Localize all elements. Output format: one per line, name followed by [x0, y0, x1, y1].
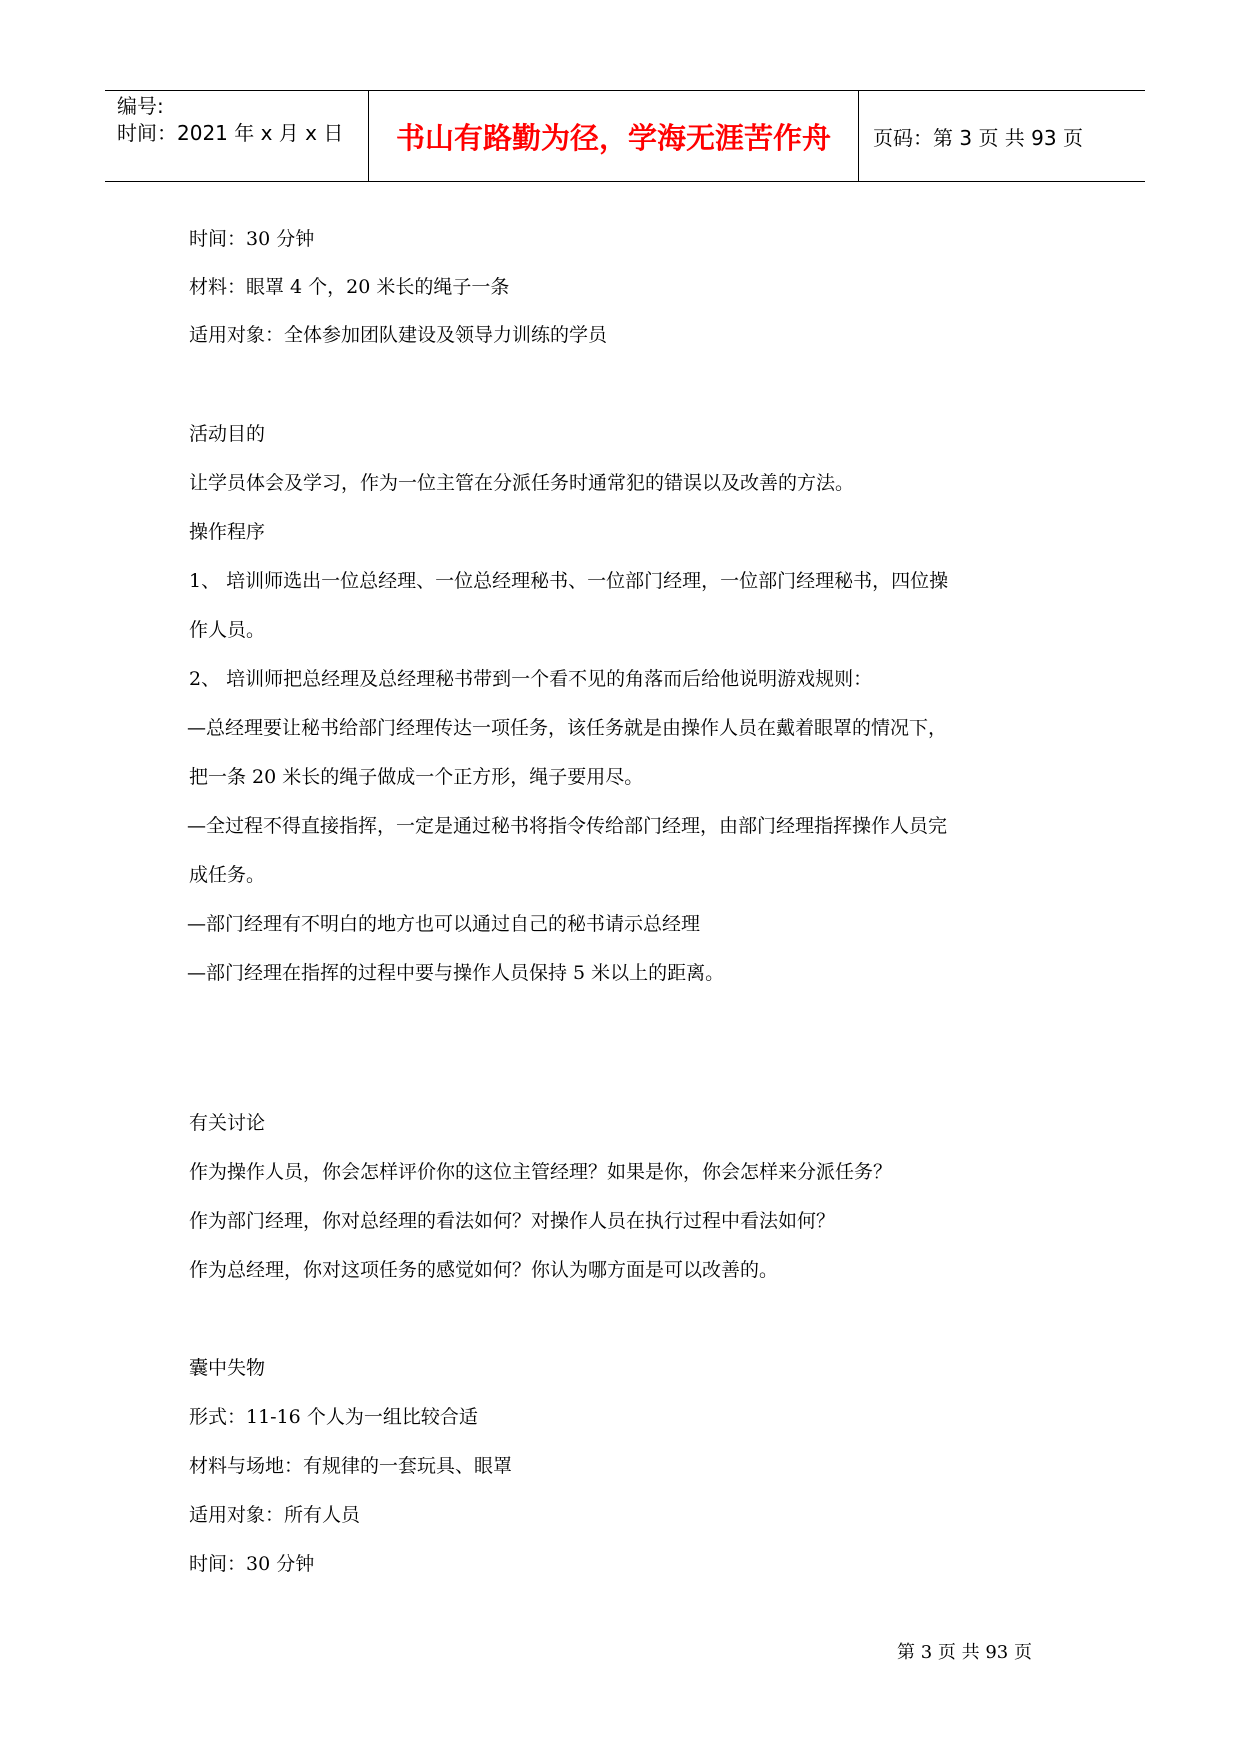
text-line: 适用对象：所有人员	[189, 1504, 361, 1526]
text-line: 作为总经理，你对这项任务的感觉如何？你认为哪方面是可以改善的。	[189, 1259, 779, 1281]
text-line: 成任务。	[189, 864, 266, 886]
text-line: 让学员体会及学习，作为一位主管在分派任务时通常犯的错误以及改善的方法。	[189, 472, 855, 494]
text-line: —部门经理有不明白的地方也可以通过自己的秘书请示总经理	[187, 913, 701, 935]
date-label: 时间：2021 年 x 月 x 日	[117, 121, 344, 145]
text-line: —全过程不得直接指挥，一定是通过秘书将指令传给部门经理，由部门经理指挥操作人员完	[187, 815, 948, 837]
text-line: 作为部门经理，你对总经理的看法如何？对操作人员在执行过程中看法如何？	[189, 1210, 836, 1232]
header-page-label: 页码：第 3 页 共 93 页	[873, 125, 1083, 150]
text-line: 把一条 20 米长的绳子做成一个正方形，绳子要用尽。	[189, 766, 644, 788]
number-label: 编号:	[117, 94, 164, 118]
text-line: 材料：眼罩 4 个，20 米长的绳子一条	[189, 276, 510, 298]
text-line: 时间：30 分钟	[189, 1553, 315, 1575]
text-line: —总经理要让秘书给部门经理传达一项任务，该任务就是由操作人员在戴着眼罩的情况下，	[187, 717, 948, 739]
text-line: 1、 培训师选出一位总经理、一位总经理秘书、一位部门经理，一位部门经理秘书，四位操	[189, 570, 949, 592]
page-header	[105, 90, 1145, 182]
page-footer: 第 3 页 共 93 页	[897, 1642, 1032, 1663]
section-heading: 有关讨论	[189, 1112, 266, 1134]
text-line: 适用对象：全体参加团队建设及领导力训练的学员	[189, 324, 608, 346]
text-line: 形式：11-16 个人为一组比较合适	[189, 1406, 478, 1428]
text-line: 作为操作人员，你会怎样评价你的这位主管经理？如果是你，你会怎样来分派任务？	[189, 1161, 893, 1183]
text-line: 作人员。	[189, 619, 266, 641]
text-line: —部门经理在指挥的过程中要与操作人员保持 5 米以上的距离。	[187, 962, 725, 984]
section-heading: 活动目的	[189, 423, 266, 445]
header-motto: 书山有路勤为径，学海无涯苦作舟	[369, 91, 859, 181]
section-heading: 操作程序	[189, 521, 266, 543]
text-line: 时间：30 分钟	[189, 228, 315, 250]
text-line: 材料与场地：有规律的一套玩具、眼罩	[189, 1455, 513, 1477]
section-heading: 囊中失物	[189, 1357, 266, 1379]
text-line: 2、 培训师把总经理及总经理秘书带到一个看不见的角落而后给他说明游戏规则：	[189, 668, 873, 690]
header-left-cell	[105, 91, 369, 181]
